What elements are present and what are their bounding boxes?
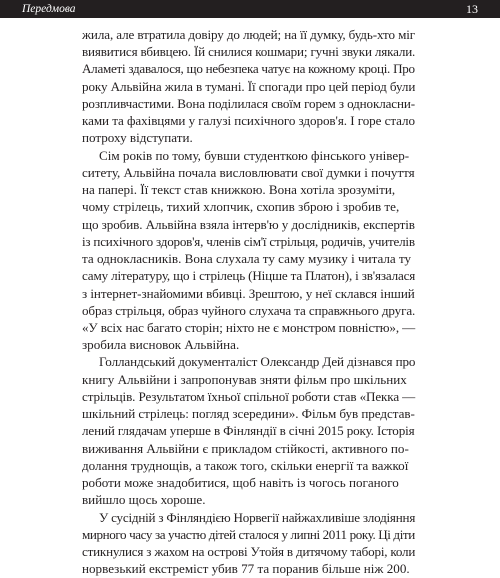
body-text	[82, 26, 415, 578]
page-number: 13	[466, 2, 478, 16]
paragraph-first-line: Сім років по тому, бувши студенткою фінського універ-	[99, 147, 410, 163]
text-line: виявитися вбивцею. Їй снилися кошмари; гучні звуки лякали.	[82, 44, 416, 60]
text-line: стрільців. Результатом їхньої спільної роботи став «Пекка —	[82, 388, 416, 404]
running-header-title: Передмова	[22, 3, 76, 15]
text-line: вийшло щось хороше.	[82, 492, 206, 508]
text-line: виживання Альвійни є прикладом стійкості, активного по-	[82, 440, 409, 456]
text-line: лений глядачам уперше в Фінляндії в січні 2015 року. Історія	[82, 423, 415, 439]
text-line: на папері. Її текст став книжкою. Вона хотіла зрозуміти,	[82, 182, 396, 198]
text-line: потроху відступати.	[82, 130, 193, 146]
text-line: долання труднощів, а також того, скільки енергії та важкої	[82, 457, 409, 473]
paragraph-first-line: У сусідній з Фінляндією Норвегії найжахливіше злодіяння	[99, 509, 416, 525]
text-line: зробила висновок Альвійна.	[82, 337, 240, 353]
text-line: роботи може знадобитися, щоб навіть із чогось поганого	[82, 475, 399, 491]
text-line: чому стрілець, тихий хлопчик, схопив зброю і зробив те,	[82, 199, 400, 215]
text-line: розпливчастими. Вона поділилася своїм горем з однокласни-	[82, 95, 416, 111]
text-line: шкільний стрілець: погляд зсередини». Фільм був представ-	[82, 406, 415, 422]
text-line: Аламеті здавалося, що небезпека чатує на кожному кроці. Про	[82, 61, 415, 77]
text-line: з інтернет-знайомими вбивці. Зрештою, у неї склався інший	[82, 285, 415, 301]
text-line: «У всіх нас багато сторін; ніхто не є монстром повністю», —	[82, 319, 416, 335]
text-line: стикнулися з жахом на острові Утойя в дитячому таборі, коли	[82, 544, 416, 560]
text-line: норвезький екстреміст убив 77 та поранив більше ніж 200.	[82, 561, 410, 577]
text-line: мирного часу за участю дітей сталося у липні 2011 року. Ці діти	[82, 526, 415, 542]
running-header	[0, 0, 500, 18]
text-line: що зробив. Альвійна взяла інтерв'ю у дослідників, експертів	[82, 216, 415, 232]
text-line: книгу Альвійни і запропонував зняти фільм про шкільних	[82, 371, 407, 387]
paragraph-first-line: Голландський документаліст Олександр Дей дізнався про	[99, 354, 416, 370]
text-line: ситету, Альвійна почала висловлювати свої думки і почуття	[82, 164, 415, 180]
text-line: ками та фахівцями у галузі психічного здоров'я. І горе стало	[82, 113, 415, 129]
text-line: саму літературу, що і стрілець (Ніцше та Платон), і зв'язалася	[82, 268, 416, 284]
text-line: із психічного здоров'я, членів сім'ї стрільця, родичів, учителів	[82, 233, 415, 249]
text-line: образ стрільця, образ чуйного слухача та справжнього друга.	[82, 302, 416, 318]
text-line: жила, але втратила довіру до людей; на її думку, будь-хто міг	[82, 27, 416, 42]
text-line: та однокласників. Вона слухала ту саму музику і читала ту	[82, 251, 412, 267]
text-line: року Альвійна жила в тумані. Її спогади про цей період були	[82, 78, 416, 94]
